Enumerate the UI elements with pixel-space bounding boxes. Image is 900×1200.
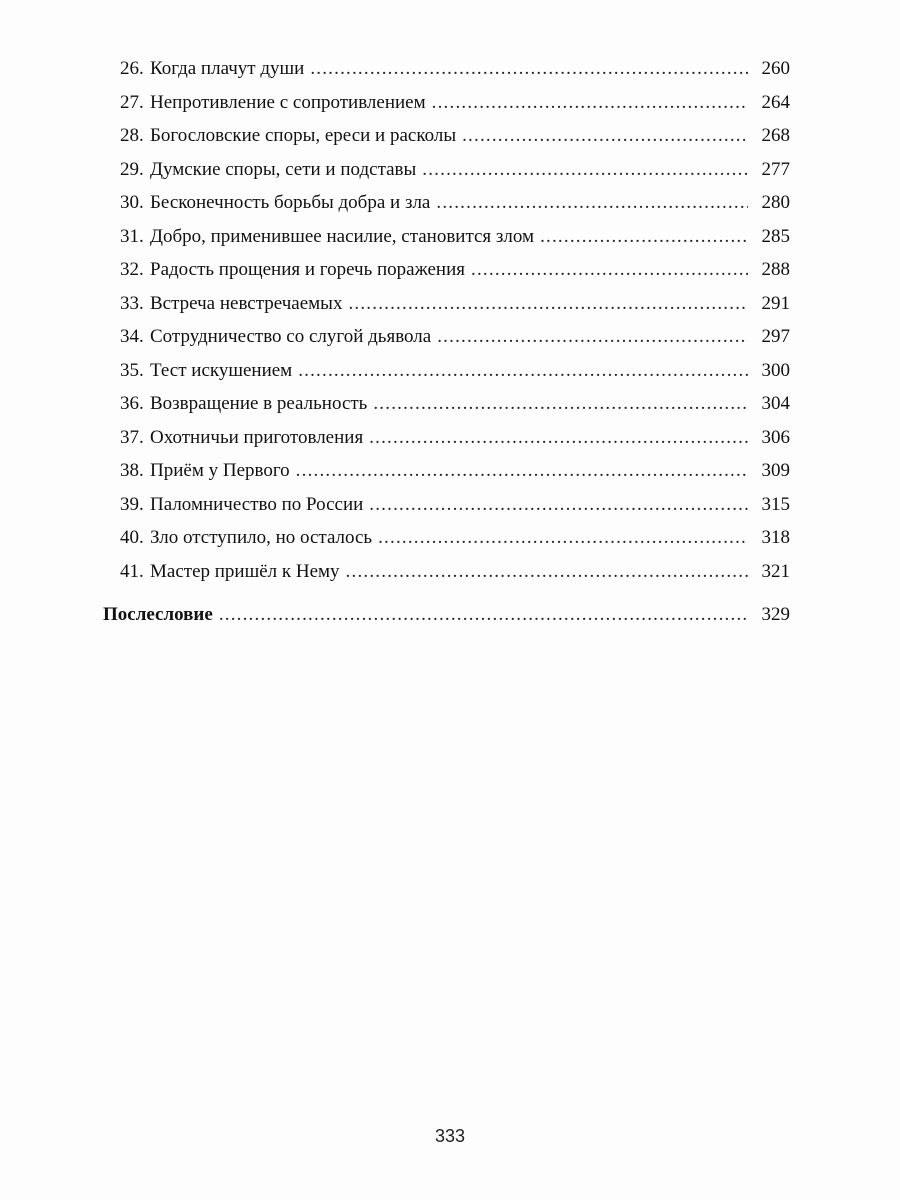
toc-entry-number: 39. bbox=[120, 493, 144, 515]
toc-entry-label bbox=[120, 488, 369, 522]
toc-entry-39 bbox=[120, 488, 790, 522]
toc-entry-title: Когда плачут души bbox=[150, 58, 305, 79]
toc-leader-dots bbox=[369, 421, 748, 455]
toc-leader-dots bbox=[373, 387, 748, 421]
toc-entry-31 bbox=[120, 220, 790, 254]
toc-leader-dots bbox=[346, 555, 748, 589]
toc-entry-number: 27. bbox=[120, 91, 144, 113]
toc-leader-dots bbox=[436, 186, 748, 220]
toc-entry-number: 40. bbox=[120, 527, 144, 548]
toc-entry-page: 264 bbox=[761, 91, 790, 113]
toc-leader-dots bbox=[348, 287, 748, 321]
toc-leader-dots bbox=[437, 320, 748, 354]
toc-entry-number: 36. bbox=[120, 393, 144, 414]
toc-entry-label bbox=[120, 387, 373, 421]
toc-entry-title: Бесконечность борьбы добра и зла bbox=[150, 192, 431, 213]
toc-entry-page: 277 bbox=[761, 158, 790, 180]
toc-entry-title: Возвращение в реальность bbox=[150, 393, 368, 414]
toc-entry-title: Радость прощения и горечь поражения bbox=[150, 259, 466, 280]
toc-entry-number: 33. bbox=[120, 292, 144, 314]
toc-entry-page: 280 bbox=[761, 192, 790, 213]
toc-entry-title: Думские споры, сети и подставы bbox=[150, 158, 417, 180]
toc-entry-number: 26. bbox=[120, 58, 144, 79]
toc-entry-label bbox=[120, 521, 378, 555]
toc-leader-dots bbox=[540, 220, 748, 254]
toc-afterword bbox=[103, 598, 790, 632]
toc-entry-title: Зло отступило, но осталось bbox=[150, 527, 373, 548]
toc-entry-29 bbox=[120, 153, 790, 187]
toc-entry-label bbox=[120, 354, 298, 388]
toc-entry-number: 31. bbox=[120, 225, 144, 247]
toc-leader-dots bbox=[432, 86, 748, 120]
toc-leader-dots bbox=[298, 354, 748, 388]
toc-entry-title: Непротивление с сопротивлением bbox=[150, 91, 426, 113]
toc-entry-page: 318 bbox=[761, 527, 790, 548]
toc-entry-40 bbox=[120, 521, 790, 555]
toc-entry-page: 315 bbox=[761, 493, 790, 515]
toc-leader-dots bbox=[378, 521, 748, 555]
table-of-contents bbox=[120, 52, 790, 588]
toc-entry-label bbox=[120, 153, 422, 187]
toc-entry-28 bbox=[120, 119, 790, 153]
toc-entry-34 bbox=[120, 320, 790, 354]
toc-entry-page: 268 bbox=[761, 125, 790, 146]
toc-entry-number: 29. bbox=[120, 158, 144, 180]
toc-entry-title: Паломничество по России bbox=[150, 493, 364, 515]
toc-entry-33 bbox=[120, 287, 790, 321]
toc-entry-32 bbox=[120, 253, 790, 287]
toc-entry-title: Приём у Первого bbox=[150, 460, 290, 481]
toc-leader-dots bbox=[296, 454, 748, 488]
toc-entry-number: 32. bbox=[120, 259, 144, 280]
toc-entry-page: 288 bbox=[761, 259, 790, 280]
toc-entry-label bbox=[120, 555, 346, 589]
toc-entry-26 bbox=[120, 52, 790, 86]
toc-entry-number: 38. bbox=[120, 460, 144, 481]
toc-leader-dots bbox=[219, 598, 748, 632]
toc-leader-dots bbox=[422, 153, 748, 187]
toc-entry-page: 309 bbox=[761, 460, 790, 481]
toc-entry-35 bbox=[120, 354, 790, 388]
toc-entry-number: 35. bbox=[120, 359, 144, 381]
toc-entry-title: Мастер пришёл к Нему bbox=[150, 560, 340, 582]
toc-entry-38 bbox=[120, 454, 790, 488]
toc-entry-number: 30. bbox=[120, 192, 144, 213]
toc-entry-37 bbox=[120, 421, 790, 455]
toc-entry-page: 285 bbox=[761, 225, 790, 247]
toc-entry-page: 260 bbox=[761, 58, 790, 79]
toc-entry-label bbox=[120, 253, 471, 287]
toc-entry-title: Богословские споры, ереси и расколы bbox=[150, 125, 457, 146]
toc-leader-dots bbox=[471, 253, 748, 287]
toc-entry-label bbox=[120, 320, 437, 354]
toc-entry-41 bbox=[120, 555, 790, 589]
toc-entry-label bbox=[120, 52, 310, 86]
toc-leader-dots bbox=[462, 119, 748, 153]
toc-entry-label bbox=[120, 454, 296, 488]
toc-entry-title: Встреча невстречаемых bbox=[150, 292, 343, 314]
toc-afterword-page: 329 bbox=[761, 604, 790, 625]
toc-entry-36 bbox=[120, 387, 790, 421]
toc-entry-title: Добро, применившее насилие, становится злом bbox=[150, 225, 535, 247]
page-number: 333 bbox=[434, 1126, 466, 1146]
toc-entry-number: 34. bbox=[120, 326, 144, 347]
toc-entry-number: 41. bbox=[120, 560, 144, 582]
toc-entry-label bbox=[120, 220, 540, 254]
toc-leader-dots bbox=[369, 488, 748, 522]
toc-entry-page: 291 bbox=[761, 292, 790, 314]
toc-entry-page: 321 bbox=[761, 560, 790, 582]
toc-entry-page: 297 bbox=[761, 326, 790, 347]
toc-entry-27 bbox=[120, 86, 790, 120]
toc-entry-title: Тест искушением bbox=[150, 359, 293, 381]
toc-entry-title: Сотрудничество со слугой дьявола bbox=[150, 326, 432, 347]
toc-entry-afterword bbox=[103, 598, 790, 632]
toc-leader-dots bbox=[310, 52, 748, 86]
toc-entry-page: 306 bbox=[761, 426, 790, 448]
toc-afterword-title: Послесловие bbox=[103, 604, 213, 625]
toc-entry-title: Охотничьи приготовления bbox=[150, 426, 364, 448]
toc-entry-label bbox=[120, 421, 369, 455]
toc-entry-label bbox=[120, 287, 348, 321]
toc-entry-label bbox=[120, 86, 432, 120]
toc-entry-label bbox=[120, 186, 436, 220]
toc-entry-number: 37. bbox=[120, 426, 144, 448]
toc-entry-number: 28. bbox=[120, 125, 144, 146]
toc-entry-label bbox=[120, 119, 462, 153]
toc-entry-30 bbox=[120, 186, 790, 220]
toc-entry-page: 304 bbox=[761, 393, 790, 414]
toc-entry-page: 300 bbox=[761, 359, 790, 381]
